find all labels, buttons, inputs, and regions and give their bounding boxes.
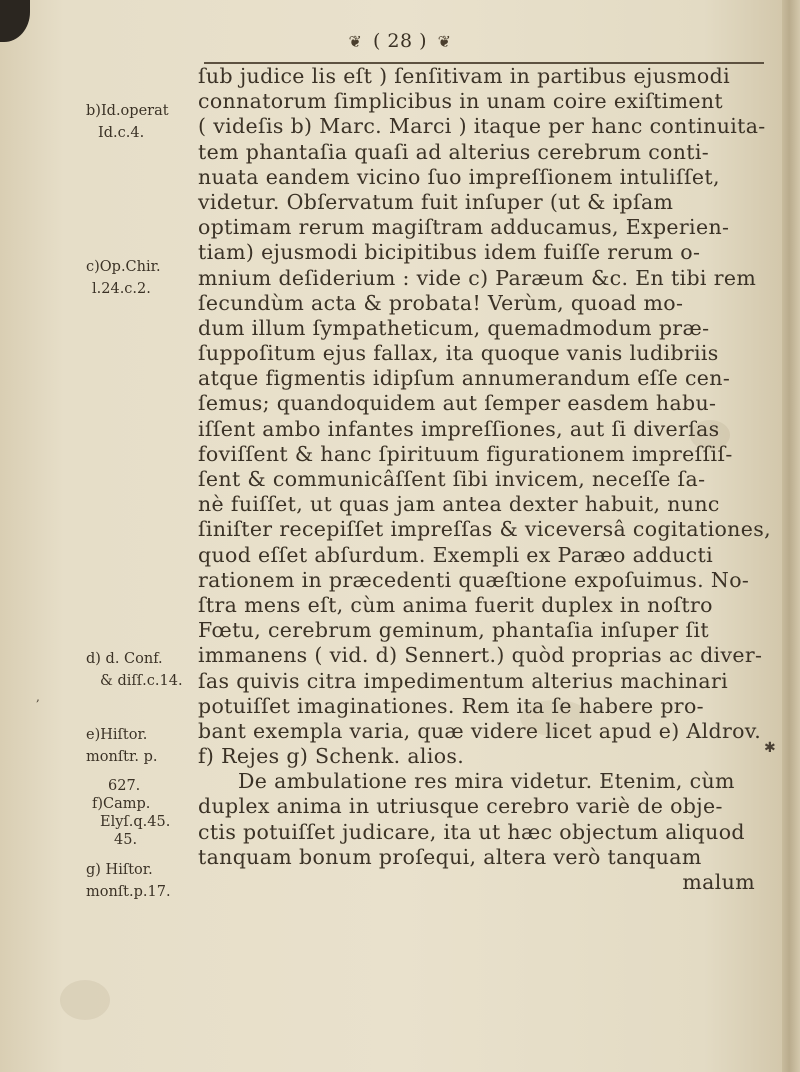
text-line: bant exempla varia, quæ videre licet apud e) Aldrov.: [198, 718, 762, 743]
page-edge: [782, 0, 800, 1072]
marginal-line: d) d. Conf.: [86, 651, 163, 667]
marginal-line: Elyſ.q.45.: [100, 814, 171, 830]
text-line: quod eſſet abſurdum. Exempli ex Paræo adducti: [198, 542, 714, 567]
text-line: ſiniſter recepiſſet impreſſas & viceversâ cogitationes,: [198, 517, 771, 542]
text-line: ſent & communicâſſent ſibi invicem, neceſſe ſa-: [198, 467, 706, 491]
marginal-line: c)Op.Chir.: [86, 259, 161, 275]
text-line: ſas quivis citra impedimentum alterius machinari: [198, 668, 729, 693]
text-line: f) Rejes g) Schenk. alios.: [198, 744, 465, 769]
text-line: ſub judice lis eſt ) ſenſitivam in partibus ejusmodi: [198, 64, 731, 88]
marginal-line: l.24.c.2.: [92, 281, 151, 297]
text-line: nuata eandem vicino ſuo impreſſionem intuliſſet,: [198, 164, 720, 189]
fleuron-icon: ❦: [348, 32, 363, 51]
text-line: foviſſent & hanc ſpirituum figurationem impreſſiſ-: [198, 441, 733, 466]
text-line: potuiſſet imaginationes. Rem ita ſe habere pro-: [198, 693, 704, 718]
marginal-line: f)Camp.: [92, 796, 151, 812]
text-line: tem phantaſia quaſi ad alterius cerebrum conti-: [198, 139, 710, 164]
page-header: [0, 30, 800, 52]
text-line: dum illum ſympatheticum, quemadmodum præ-: [198, 315, 710, 340]
text-line: duplex anima in utriusque cerebro variè de obje-: [198, 794, 723, 819]
text-line: immanens ( vid. d) Sennert.) quòd proprias ac diver-: [198, 643, 763, 668]
marginal-line: 45.: [114, 832, 138, 848]
marginal-line: 627.: [108, 778, 141, 794]
text-line: tiam) ejusmodi bicipitibus idem fuiſſe rerum o-: [198, 240, 701, 265]
text-line: optimam rerum magiſtram adducamus, Experien-: [198, 215, 730, 240]
text-line: De ambulatione res mira videtur. Etenim, cùm: [238, 769, 735, 794]
paper-stain: [60, 980, 110, 1020]
text-line: tanquam bonum proſequi, altera verò tanquam: [198, 844, 702, 869]
marginal-line: monſt.p.17.: [86, 884, 171, 900]
marginal-note-e: [86, 727, 206, 765]
marginal-note-d: [86, 651, 206, 689]
text-line: ctis potuiſſet judicare, ita ut hæc objectum aliquod: [198, 819, 745, 844]
catchword: malum: [682, 870, 755, 894]
text-line: rationem in præcedenti quæſtione expoſuimus. No-: [198, 567, 750, 592]
marginal-line: g) Hiſtor.: [86, 862, 153, 878]
marginal-line: & diſſ.c.14.: [100, 673, 183, 689]
text-line: atque figmentis idipſum annumerandum eſſe cen-: [198, 366, 731, 391]
marginal-line: Id.c.4.: [98, 125, 145, 141]
text-line: Fœtu, cerebrum geminum, phantaſia inſuper ſit: [198, 618, 709, 643]
ink-blot-icon: ✱: [764, 740, 776, 756]
text-line: ſtra mens eſt, cùm anima fuerit duplex in noſtro: [198, 592, 713, 617]
marginal-note-g: [86, 862, 206, 900]
text-line: videtur. Obſervatum fuit inſuper (ut & ipſam: [198, 189, 674, 214]
text-line: ( videſis b) Marc. Marci ) itaque per hanc continuita-: [198, 114, 766, 139]
text-line: nè fuiſſet, ut quas jam antea dexter habuit, nunc: [198, 492, 720, 517]
text-line: ſecundùm acta & probata! Verùm, quoad mo-: [198, 290, 684, 315]
marginal-note-b: [86, 103, 206, 141]
margin-mark: ,: [36, 690, 40, 704]
marginal-line: b)Id.operat: [86, 103, 169, 119]
text-line: ſuppoſitum ejus fallax, ita quoque vanis ludibriis: [198, 341, 719, 366]
text-line: iſſent ambo infantes impreſſiones, aut ſi diverſas: [198, 416, 720, 441]
text-line: ſemus; quandoquidem aut ſemper easdem habu-: [198, 391, 717, 416]
text-line: mnium deſiderium : vide c) Paræum &c. En tibi rem: [198, 265, 757, 290]
marginal-note-c: [86, 259, 206, 297]
fleuron-icon: ❦: [437, 32, 452, 51]
text-line: connatorum ſimplicibus in unam coire exiſtiment: [198, 89, 723, 114]
marginal-line: monſtr. p.: [86, 749, 158, 765]
page-number: ( 28 ): [372, 30, 428, 52]
marginal-line: e)Hiſtor.: [86, 727, 148, 743]
marginal-note-f: [92, 778, 212, 848]
body-text: [198, 64, 783, 895]
